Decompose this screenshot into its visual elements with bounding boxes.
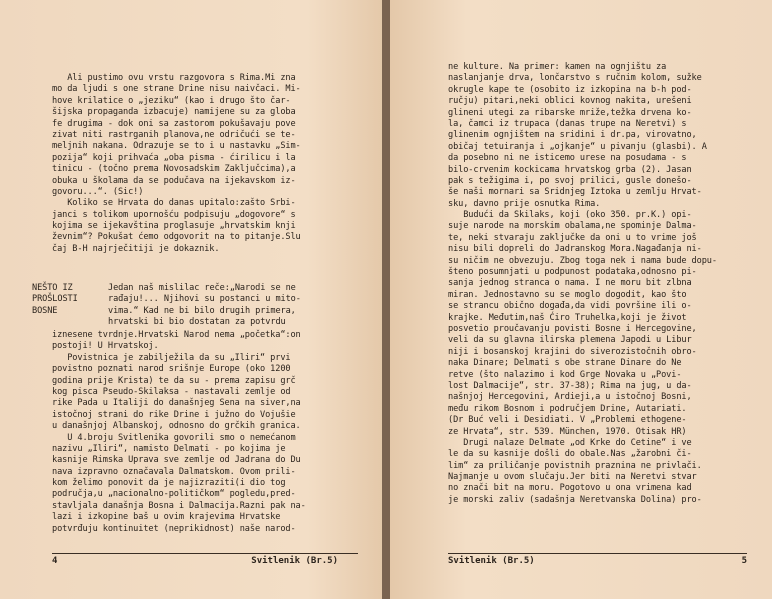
- text-line: vima.“ Kad ne bi bilo drugih primera,: [108, 305, 296, 316]
- text-line: nava izpravno označavala Dalmatskom. Ovom prili-: [52, 466, 296, 477]
- text-line: se strancu obično događa,da vidi površine ili o-: [448, 301, 692, 312]
- text-line: glineni utegi za ribarske mriže,težka drvena ko-: [448, 107, 692, 118]
- text-line: područja,u „nacionalno-političkom“ pogledu,pred-: [52, 489, 296, 500]
- text-line: BOSNE: [32, 305, 58, 316]
- page-number: 5: [741, 556, 747, 566]
- text-line: godina prije Krista) te da su - prema zapisu grč: [52, 375, 296, 386]
- journal-title: Svitlenik (Br.5): [251, 556, 338, 566]
- margin-heading: [32, 283, 104, 317]
- text-line: te, neki stvaraju zaključke da oni u to vrime još: [448, 232, 697, 243]
- text-line: rike Pada u Italiji do današnjeg Sena na siver,na: [52, 398, 301, 409]
- journal-title: Svitlenik (Br.5): [448, 556, 535, 566]
- text-line: glinenim ognjištem na sridini i dr.pa, virovatno,: [448, 130, 697, 141]
- text-line: posvetio proučavanju povisti Bosne i Hercegovine,: [448, 323, 697, 334]
- text-line: lim“ za priličanje povistnih praznina ne privlači.: [448, 460, 702, 471]
- text-line: povistno poznati narod srišnje Europe (oko 1200: [52, 364, 291, 375]
- text-line: ževnim“? Pokušat ćemo odgovorit na to pitanje.Slu: [52, 232, 301, 243]
- text-line: hrvatski bi bio dostatan za potvrdu: [108, 317, 286, 328]
- text-line: (Dr Buć veli i Desidiati. V „Problemi ethogene-: [448, 415, 687, 426]
- text-line: su ničim ne obvezuju. Zbog toga nek i nama bude dopu-: [448, 255, 717, 266]
- text-line: ze Hrvata“, str. 539. München, 1970. Otisak HR): [448, 426, 687, 437]
- text-line: pak s težigima i, po svoj prilici, gusle donešo-: [448, 175, 692, 186]
- text-line: govoru...“. (Sic!): [52, 186, 144, 197]
- text-line: među rikom Bosnom i područjem Drine, Autariati.: [448, 403, 687, 414]
- text-line: potvrđuju kontinuitet (neprikidnost) naše narod-: [52, 523, 296, 534]
- text-line: le da su kasnije došli do obale.Nas „žarobni či-: [448, 449, 692, 460]
- text-line: Drugi nalaze Delmate „od Krke do Cetine“ i ve: [448, 437, 692, 448]
- text-line: nisu bili dopreli do Jadranskog Mora.Nagađanja ni-: [448, 244, 702, 255]
- text-line: istočnoj strani do rike Drine i južno do Vojušie: [52, 409, 296, 420]
- text-line: čaj B-H najrječitiji je dokaznik.: [52, 243, 220, 254]
- text-line: šijska propaganda izbacuje) namijene su za globa: [52, 107, 296, 118]
- text-line: U 4.broju Svitlenika govorili smo o nemećanom: [52, 432, 296, 443]
- text-line: niji i bosanskoj krajini do siverozistočnih obro-: [448, 346, 697, 357]
- text-line: zivat niti rastrganih planova,ne odričući se te-: [52, 129, 296, 140]
- text-line: bilo-crvenim kockicama hrvatskog grba (2). Jasan: [448, 164, 692, 175]
- text-line: pozija“ koji prihvaća „oba pisma - ćirilicu i la: [52, 152, 296, 163]
- text-line: janci s tolikom upornošću podpisuju „dogovore“ s: [52, 209, 296, 220]
- text-line: sanja jednog stranca o nama. I ne moru bit zlbna: [448, 278, 692, 289]
- right-page: [390, 0, 772, 599]
- text-line: okrugle kape te (osobito iz izkopina na b-h pod-: [448, 84, 692, 95]
- text-line: Jedan naš mislilac reče:„Narodi se ne: [108, 283, 296, 293]
- text-line: hove krilatice o „jeziku“ (kao i drugo što čar-: [52, 95, 291, 106]
- text-line: kom želimo ponovit da je najizraziti(i dio tog: [52, 478, 286, 489]
- text-line: suje narode na morskim obalama,ne spominje Dalma-: [448, 221, 697, 232]
- text-line: šteno posumnjati u podpunost podataka,odnosno pi-: [448, 267, 697, 278]
- text-line: našnjoj Hercegovini, Ardieji,a u istočnoj Bosni,: [448, 392, 692, 403]
- text-line: no znači bit na moru. Pogotovo u ona vrimena kad: [448, 483, 692, 494]
- text-line: kasnije Rimska Uprava sve zemlje od Jadrana do Du: [52, 455, 301, 466]
- text-line: veli da su glavna ilirska plemena Japodi u Libur: [448, 335, 692, 346]
- text-line: krajke. Međutim,naš Ćiro Truhelka,koji je život: [448, 312, 687, 323]
- text-line: Povistnica je zabilježila da su „Iliri“ prvi: [52, 352, 291, 363]
- text-line: u današnjoj Albanskoj, odnosno do grčkih granica.: [52, 421, 301, 432]
- text-line: naslanjanje drva, lončarstvo s ručnim kolom, sužke: [448, 73, 702, 84]
- text-line: kojima se ijekavština proglasuje „hrvatskim knji: [52, 221, 296, 232]
- page-number: 4: [52, 556, 58, 566]
- text-line: NEŠTO IZ: [32, 283, 73, 293]
- text-line: kog pisca Pseudo-Skilaksa - nastavali zemlje od: [52, 386, 291, 397]
- right-footer: [448, 553, 747, 570]
- text-line: še naši mornari sa Sridnjeg Iztoka u zemlju Hrvat-: [448, 187, 702, 198]
- text-line: naka Dinare; Delmati s obe strane Dinare do Ne: [448, 358, 682, 369]
- left-footer: [52, 553, 358, 570]
- text-line: Budući da Skilaks, koji (oko 350. pr.K.) opi-: [448, 210, 692, 221]
- left-side-text: [108, 283, 354, 329]
- text-line: lost Dalmacije“, str. 37-38); Rima na jug, u da-: [448, 380, 692, 391]
- left-continued-text: [52, 330, 352, 535]
- text-line: ručju) pitari,neki oblici kovnog nakita, urešeni: [448, 96, 692, 107]
- text-line: meljnih nakana. Odrazuje se to i u nastavku „Sim-: [52, 141, 301, 152]
- text-line: Ali pustimo ovu vrstu razgovora s Rima.Mi zna: [52, 73, 296, 83]
- text-line: stavljala današnja Bosna i Dalmacija.Razni pak na-: [52, 500, 306, 511]
- text-line: PROŠLOSTI: [32, 294, 78, 305]
- text-line: ne kulture. Na primer: kamen na ognjištu za: [448, 62, 667, 72]
- text-line: da posebno ni ne isticemo urese na posudama - s: [448, 153, 687, 164]
- left-main-text: [52, 73, 352, 255]
- text-line: iznesene tvrdnje.Hrvatski Narod nema „početka“:on: [52, 330, 301, 340]
- text-line: mo da ljudi s one strane Drine nisu naivčaci. Mi-: [52, 84, 301, 95]
- text-line: običaj tetuiranja i „ojkanje“ u pivanju (glasbi). A: [448, 141, 707, 152]
- text-line: retve (što nalazimo i kod Grge Novaka u „Povi-: [448, 369, 682, 380]
- text-line: Koliko se Hrvata do danas upitalo:zašto Srbi-: [52, 198, 296, 209]
- text-line: Najmanje u ovom slučaju.Jer biti na Neretvi stvar: [448, 472, 697, 483]
- text-line: miran. Jednostavno su se moglo dogodit, kao što: [448, 289, 687, 300]
- left-page: [0, 0, 384, 599]
- text-line: fe drugima - dok oni sa zastorom pokušavaju pove: [52, 118, 296, 129]
- text-line: je morski zaliv (sadašnja Neretvanska Dolina) pro-: [448, 494, 702, 505]
- text-line: postoji! U Hrvatskoj.: [52, 341, 159, 352]
- right-main-text: [448, 62, 748, 506]
- text-line: rađaju!... Njihovi su postanci u mito-: [108, 294, 301, 305]
- text-line: la, čamci iz trupaca (danas trupe na Neretvi) s: [448, 118, 687, 129]
- text-line: sku, davno prije osnutka Rima.: [448, 198, 601, 209]
- text-line: lazi i izkopine baš u ovim krajevima Hrvatske: [52, 512, 281, 523]
- text-line: nazivu „Iliri“, namisto Delmati - po kojima je: [52, 443, 286, 454]
- text-line: tinicu - (točno prema Novosadskim Zaključcima),a: [52, 164, 296, 175]
- text-line: obuka u školama da se podučava na ijekavskom iz-: [52, 175, 296, 186]
